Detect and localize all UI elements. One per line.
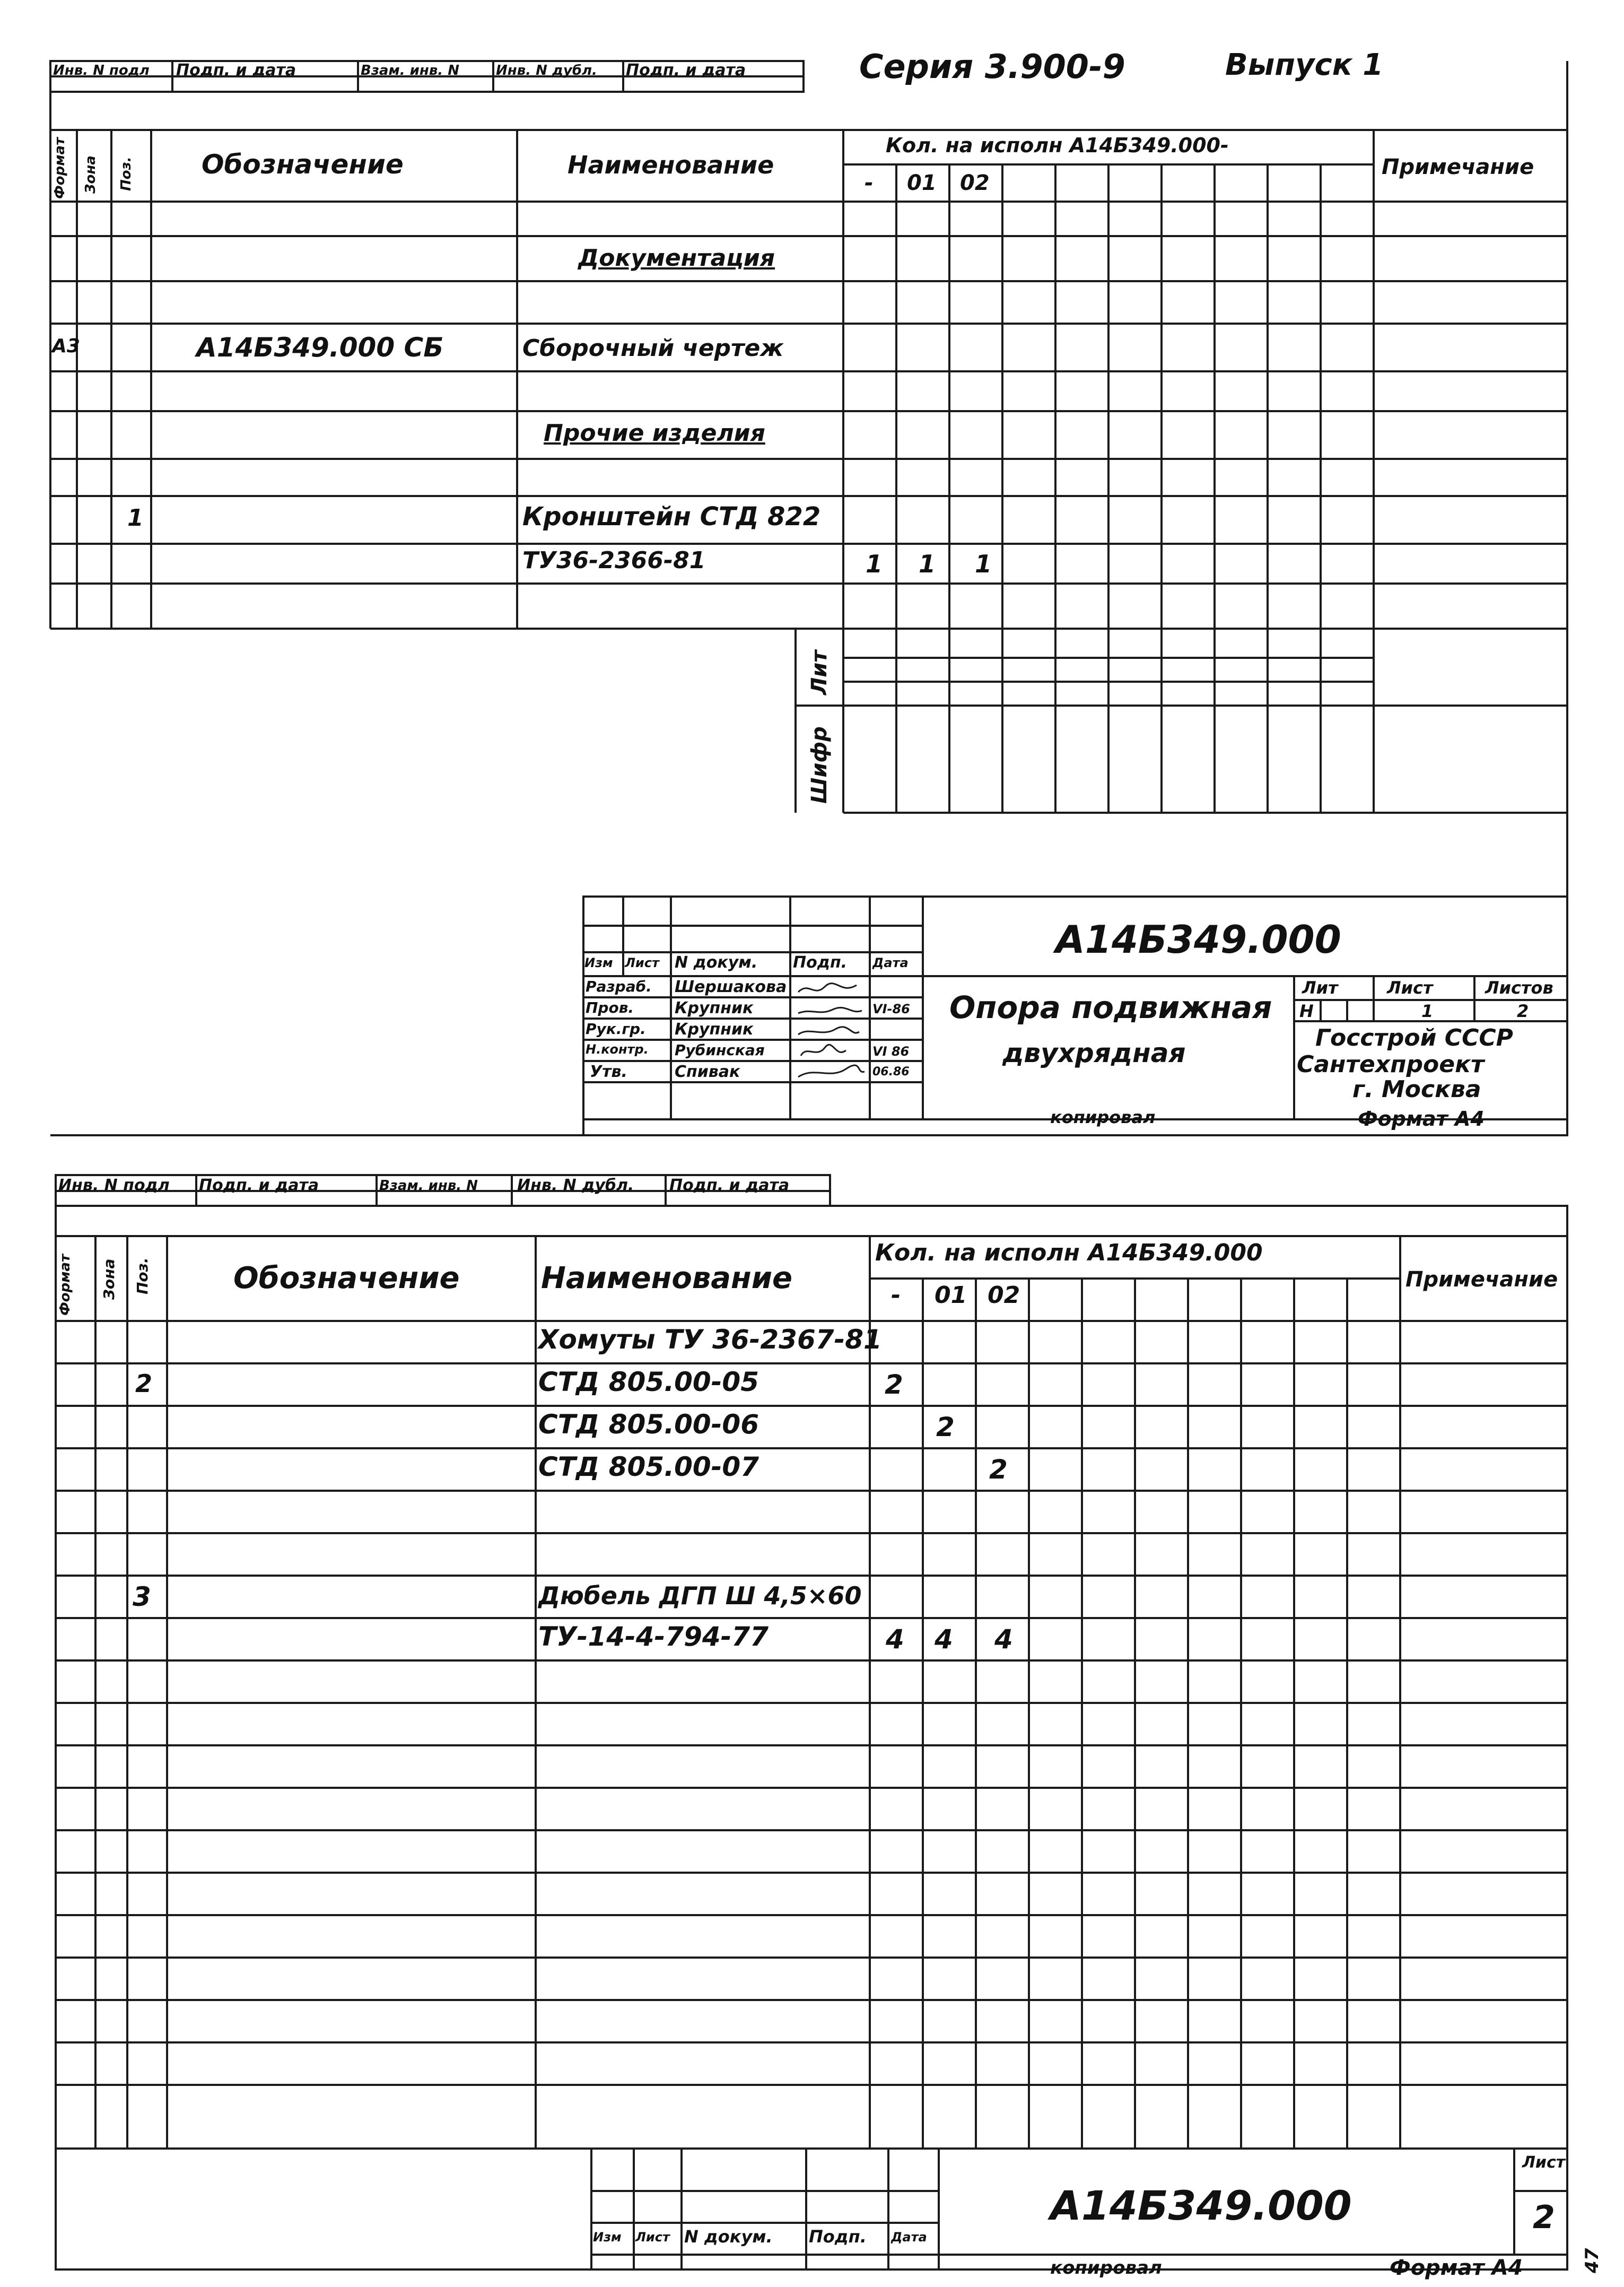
archive-inv-podl: Инв. N подл [53, 63, 150, 79]
tb-lit-label: Лит [1302, 978, 1338, 998]
s2-ft-sheet-label: Лист [1522, 2153, 1566, 2172]
col-qty-header: Кол. на исполн А14Б349.000- [886, 134, 1229, 157]
tb-org1: Госстрой СССР [1315, 1024, 1513, 1051]
s2-clamp3-qty: 2 [989, 1454, 1008, 1485]
title-block-code: А14Б349.000 [1055, 917, 1341, 962]
issue-label: Выпуск 1 [1225, 48, 1384, 82]
tb-hdr-ndokum: N докум. [675, 953, 758, 972]
s2-col-pos-header: Поз. [134, 1257, 151, 1294]
archive2-podp-data-2: Подп. и дата [669, 1176, 790, 1195]
archive2-vzam-inv: Взам. инв. N [379, 1178, 478, 1194]
s2-clamp3: СТД 805.00-07 [538, 1451, 759, 1482]
tb-date-utv: 06.86 [872, 1065, 910, 1079]
section-other-items: Прочие изделия [544, 420, 765, 447]
assembly-designation: А14Б349.000 СБ [196, 332, 444, 363]
archive2-inv-podl: Инв. N подл [58, 1176, 170, 1195]
s2-dowel-qty-02: 4 [994, 1624, 1013, 1655]
s2-col-qty-header: Кол. на исполн А14Б349.000 [875, 1239, 1263, 1266]
signatures-sheet1 [793, 979, 867, 1085]
tb-date-nkontr: VI 86 [872, 1044, 910, 1059]
s2-qty-col-dash: - [891, 1282, 901, 1309]
tb-sheets-value: 2 [1517, 1001, 1529, 1021]
s2-clamp1: СТД 805.00-05 [538, 1367, 759, 1397]
tb-name-razrab: Шершакова [675, 978, 787, 996]
col-note-header: Примечание [1382, 155, 1534, 179]
tb-role-rukgr: Рук.гр. [586, 1020, 646, 1038]
archive2-inv-dubl: Инв. N дубл. [517, 1176, 634, 1195]
archive2-podp-data-1: Подп. и дата [199, 1176, 319, 1195]
s2-ft-hdr-data: Дата [891, 2230, 927, 2245]
s2-dowel-qty-01: 4 [935, 1624, 953, 1655]
side-lit-label: Лит [807, 650, 832, 695]
s2-clamp1-qty: 2 [885, 1369, 903, 1400]
s2-col-format-header: Формат [57, 1254, 73, 1316]
qty-col-01: 01 [907, 171, 937, 195]
s2-clamp2-qty: 2 [936, 1412, 955, 1442]
tb-name-nkontr: Рубинская [675, 1041, 765, 1059]
tb-sheet-label: Лист [1387, 978, 1433, 998]
s2-page-mark: 47 [1582, 2248, 1603, 2273]
tb-name-rukgr: Крупник [675, 1020, 754, 1039]
tb-copied: копировал [1050, 1107, 1156, 1127]
tb-date-prov: VI-86 [872, 1002, 910, 1016]
s2-dowel-name: Дюбель ДГП Ш 4,5×60 [538, 1581, 862, 1610]
s2-ft-format: Формат А4 [1390, 2256, 1523, 2280]
item1-pos: 1 [127, 505, 144, 532]
assembly-name: Сборочный чертеж [522, 335, 784, 362]
tb-role-utv: Утв. [590, 1063, 627, 1081]
tb-hdr-list: Лист [625, 955, 659, 970]
section-documentation: Документация [578, 245, 775, 272]
s2-ft-hdr-ndokum: N докум. [684, 2227, 773, 2247]
tb-name-prov: Крупник [675, 999, 754, 1018]
s2-ft-sheet-value: 2 [1533, 2199, 1555, 2236]
s2-qty-col-01: 01 [935, 1282, 967, 1309]
s2-dowel-spec: ТУ-14-4-794-77 [538, 1621, 769, 1652]
side-shifr-label: Шифр [807, 726, 832, 804]
col-designation-header: Обозначение [202, 149, 404, 180]
s2-item2-pos: 2 [135, 1369, 153, 1398]
tb-title-line2: двухрядная [1002, 1038, 1186, 1068]
tb-hdr-podp: Подп. [793, 953, 848, 972]
s2-dowel-qty-base: 4 [886, 1624, 904, 1655]
qty-col-02: 02 [960, 171, 990, 195]
s2-clamps-title: Хомуты ТУ 36-2367-81 [538, 1324, 882, 1355]
tb-title-line1: Опора подвижная [949, 989, 1272, 1025]
tb-lit-value: Н [1299, 1001, 1314, 1021]
tb-sheets-label: Листов [1485, 978, 1553, 998]
series-label: Серия 3.900-9 [859, 47, 1125, 86]
row-format-a3: А3 [52, 335, 80, 357]
col-format-header: Формат [52, 137, 68, 199]
archive-podp-data-2: Подп. и дата [626, 61, 746, 80]
archive-inv-dubl: Инв. N дубл. [496, 63, 597, 79]
item1-qty-02: 1 [975, 550, 992, 578]
qty-col-dash: - [865, 171, 874, 195]
s2-ft-copied: копировал [1050, 2257, 1162, 2279]
s2-col-designation-header: Обозначение [233, 1261, 460, 1295]
tb-name-utv: Спивак [675, 1063, 740, 1081]
archive-podp-data-1: Подп. и дата [176, 61, 296, 80]
item1-qty-01: 1 [919, 550, 936, 578]
tb-role-razrab: Разраб. [586, 978, 652, 995]
col-pos-header: Поз. [118, 156, 134, 191]
s2-ft-hdr-podp: Подп. [809, 2227, 867, 2247]
s2-ft-hdr-izm: Изм [593, 2230, 622, 2245]
tb-hdr-data: Дата [872, 955, 909, 970]
item1-qty-base: 1 [866, 550, 883, 578]
item1-spec: ТУ36-2366-81 [522, 547, 706, 574]
tb-hdr-izm: Изм [584, 955, 613, 970]
item1-name: Кронштейн СТД 822 [522, 502, 821, 532]
s2-col-name-header: Наименование [541, 1261, 792, 1295]
tb-sheet-value: 1 [1421, 1001, 1434, 1021]
tb-role-prov: Пров. [586, 999, 634, 1016]
s2-col-note-header: Примечание [1405, 1267, 1558, 1292]
s2-clamp2: СТД 805.00-06 [538, 1409, 759, 1440]
s2-col-zone-header: Зона [100, 1258, 118, 1300]
tb-role-nkontr: Н.контр. [586, 1042, 649, 1057]
col-zone-header: Зона [83, 155, 99, 194]
s2-item3-pos: 3 [133, 1581, 151, 1612]
s2-qty-col-02: 02 [988, 1282, 1020, 1309]
s2-ft-code: А14Б349.000 [1050, 2182, 1352, 2229]
s2-ft-hdr-list: Лист [635, 2230, 670, 2245]
tb-org3: г. Москва [1352, 1076, 1481, 1103]
tb-format: Формат А4 [1358, 1107, 1485, 1131]
tb-org2: Сантехпроект [1297, 1051, 1485, 1078]
col-name-header: Наименование [567, 151, 774, 179]
archive-vzam-inv: Взам. инв. N [361, 63, 459, 79]
